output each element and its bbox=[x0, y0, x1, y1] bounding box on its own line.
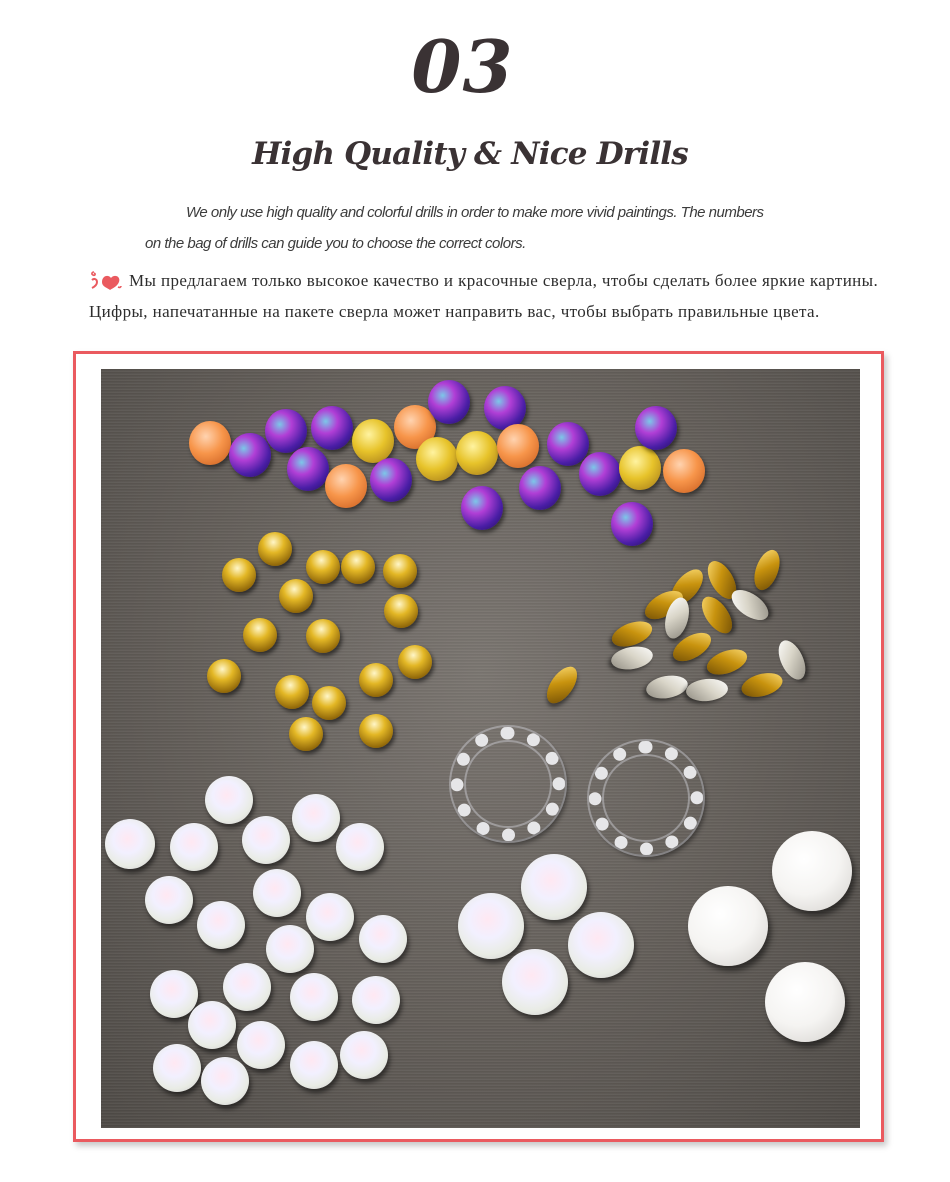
product-photo bbox=[101, 369, 860, 1128]
crystal-ring bbox=[589, 741, 703, 855]
gold-stud bbox=[383, 554, 417, 588]
marquise-gem bbox=[726, 584, 773, 626]
gold-stud bbox=[289, 717, 323, 751]
gold-stud bbox=[306, 619, 340, 653]
pearl-white bbox=[772, 831, 852, 911]
gem-round bbox=[663, 449, 705, 493]
gem-round bbox=[461, 486, 503, 530]
gold-stud bbox=[207, 659, 241, 693]
pearl-large bbox=[502, 949, 568, 1015]
pearl bbox=[197, 901, 245, 949]
pearl-white bbox=[688, 886, 768, 966]
gem-round bbox=[229, 433, 271, 477]
pearl bbox=[105, 819, 155, 869]
gem-round bbox=[370, 458, 412, 502]
description-ru-line-1: Мы предлагаем только высокое качество и красочные сверла, чтобы сделать более яркие картины. bbox=[129, 271, 879, 290]
gem-round bbox=[428, 380, 470, 424]
gem-round bbox=[265, 409, 307, 453]
pearl bbox=[145, 876, 193, 924]
marquise-gem bbox=[685, 677, 729, 703]
gold-stud bbox=[359, 663, 393, 697]
pearl bbox=[290, 973, 338, 1021]
crystal-ring bbox=[451, 727, 565, 841]
pearl bbox=[170, 823, 218, 871]
gold-stud bbox=[306, 550, 340, 584]
pearl bbox=[359, 915, 407, 963]
pearl bbox=[205, 776, 253, 824]
gold-stud bbox=[384, 594, 418, 628]
gem-round bbox=[497, 424, 539, 468]
gold-stud bbox=[222, 558, 256, 592]
pearl bbox=[201, 1057, 249, 1105]
gold-stud bbox=[243, 618, 277, 652]
marquise-gem bbox=[541, 661, 583, 708]
gem-round bbox=[352, 419, 394, 463]
pearl bbox=[150, 970, 198, 1018]
description-ru-line-2: Цифры, напечатанные на пакете сверла может направить вас, чтобы выбрать правильные цвета. bbox=[89, 302, 820, 321]
pearl bbox=[266, 925, 314, 973]
pearl bbox=[292, 794, 340, 842]
gem-round bbox=[611, 502, 653, 546]
pearl bbox=[352, 976, 400, 1024]
gem-round bbox=[635, 406, 677, 450]
pearl bbox=[237, 1021, 285, 1069]
gem-round bbox=[325, 464, 367, 508]
pearl bbox=[242, 816, 290, 864]
pearl bbox=[306, 893, 354, 941]
pearl bbox=[253, 869, 301, 917]
photo-frame bbox=[73, 351, 884, 1142]
pearl-large bbox=[458, 893, 524, 959]
gem-round bbox=[456, 431, 498, 475]
heart-icon bbox=[88, 268, 122, 292]
gold-stud bbox=[359, 714, 393, 748]
gold-stud bbox=[398, 645, 432, 679]
gem-round bbox=[287, 447, 329, 491]
gold-stud bbox=[341, 550, 375, 584]
gold-stud bbox=[275, 675, 309, 709]
gold-stud bbox=[279, 579, 313, 613]
description-en-line-1: We only use high quality and colorful drills in order to make more vivid paintings. The numbers bbox=[186, 204, 764, 221]
section-title: High Quality & Nice Drills bbox=[252, 136, 688, 172]
marquise-gem bbox=[704, 644, 751, 679]
gem-round bbox=[619, 446, 661, 490]
pearl-large bbox=[521, 854, 587, 920]
gem-round bbox=[519, 466, 561, 510]
pearl bbox=[188, 1001, 236, 1049]
marquise-gem bbox=[739, 669, 785, 701]
gold-stud bbox=[312, 686, 346, 720]
section-number: 03 bbox=[411, 24, 514, 109]
pearl-large bbox=[568, 912, 634, 978]
gold-stud bbox=[258, 532, 292, 566]
description-en-line-2: on the bag of drills can guide you to choose the correct colors. bbox=[145, 235, 526, 252]
pearl bbox=[340, 1031, 388, 1079]
pearl bbox=[290, 1041, 338, 1089]
pearl-white bbox=[765, 962, 845, 1042]
marquise-gem bbox=[644, 673, 689, 702]
gem-round bbox=[579, 452, 621, 496]
pearl bbox=[223, 963, 271, 1011]
gem-round bbox=[189, 421, 231, 465]
gem-round bbox=[311, 406, 353, 450]
marquise-gem bbox=[609, 644, 654, 673]
marquise-gem bbox=[749, 547, 784, 594]
pearl bbox=[153, 1044, 201, 1092]
gem-round bbox=[416, 437, 458, 481]
pearl bbox=[336, 823, 384, 871]
